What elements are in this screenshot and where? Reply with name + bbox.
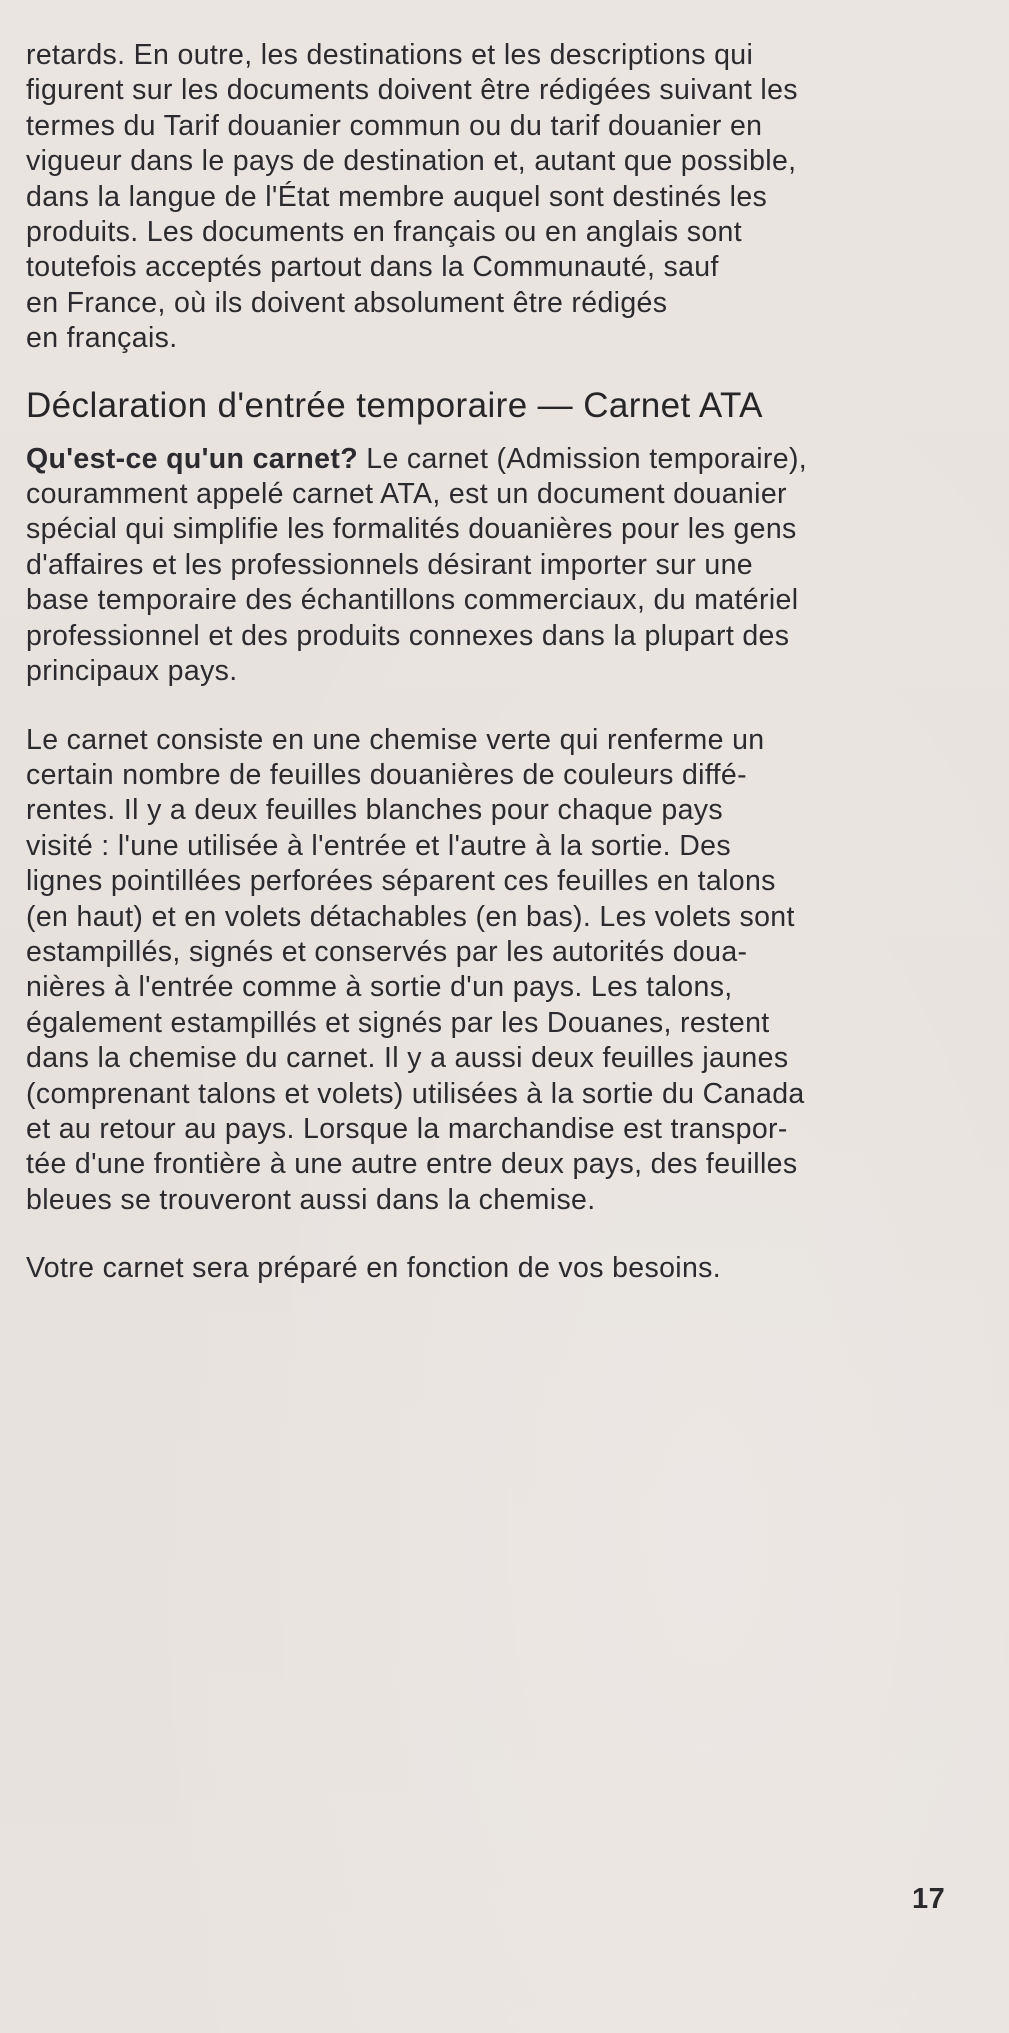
paragraph-what-is-carnet [26,442,951,690]
text-line [26,442,951,477]
text-line: termes du Tarif douanier commun ou du tarif douanier en [26,109,763,142]
text-line: en France, où ils doivent absolument être rédigés [26,286,668,319]
text-line: retards. En outre, les destinations et les descriptions qui [26,39,754,71]
paragraph-carnet-description [26,723,951,1219]
text-line: produits. Les documents en français ou en anglais sont [26,216,742,249]
text-line: également estampillés et signés par les Douanes, restent [26,1006,770,1039]
text-line: spécial qui simplifie les formalités douanières pour les gens [26,513,797,546]
text-line: bleues se trouveront aussi dans la chemise. [26,1183,596,1216]
paragraph-customs-documents [26,38,951,357]
text-line: dans la langue de l'État membre auquel sont destinés les [26,180,768,213]
text-line: estampillés, signés et conservés par les autorités doua- [26,935,748,968]
text-line: vigueur dans le pays de destination et, autant que possible, [26,145,797,178]
text-line: en français. [26,322,178,355]
text-line: Votre carnet sera préparé en fonction de vos besoins. [26,1252,722,1285]
text-line: rentes. Il y a deux feuilles blanches pour chaque pays [26,794,723,827]
text-line: Le carnet consiste en une chemise verte qui renferme un [26,723,765,756]
text-line: visité : l'une utilisée à l'entrée et l'autre à la sortie. Des [26,829,731,862]
text-line: tée d'une frontière à une autre entre deux pays, des feuilles [26,1148,798,1181]
text-line: (en haut) et en volets détachables (en bas). Les volets sont [26,900,795,933]
section-heading: Déclaration d'entrée temporaire — Carnet ATA [26,385,763,425]
text-line: professionnel et des produits connexes dans la plupart des [26,619,790,652]
text-fragment: Le carnet (Admission temporaire), [358,442,808,475]
text-line: figurent sur les documents doivent être rédigées suivant les [26,74,798,107]
text-line: nières à l'entrée comme à sortie d'un pays. Les talons, [26,971,733,1004]
text-line: d'affaires et les professionnels désirant importer sur une [26,548,753,581]
text-line: base temporaire des échantillons commerciaux, du matériel [26,584,799,617]
text-line: (comprenant talons et volets) utilisées à la sortie du Canada [26,1077,805,1110]
text-line: couramment appelé carnet ATA, est un document douanier [26,478,787,511]
paragraph-carnet-preparation [26,1251,951,1286]
text-line: lignes pointillées perforées séparent ces feuilles en talons [26,865,776,898]
text-line: principaux pays. [26,655,238,688]
text-column [26,38,951,1287]
question-lead: Qu'est-ce qu'un carnet? [26,442,358,475]
page-number: 17 [912,1883,946,1915]
text-line: toutefois acceptés partout dans la Communauté, sauf [26,251,719,284]
text-line: dans la chemise du carnet. Il y a aussi deux feuilles jaunes [26,1042,789,1075]
text-line: certain nombre de feuilles douanières de couleurs diffé- [26,758,747,791]
text-line: et au retour au pays. Lorsque la marchandise est transpor- [26,1112,788,1145]
